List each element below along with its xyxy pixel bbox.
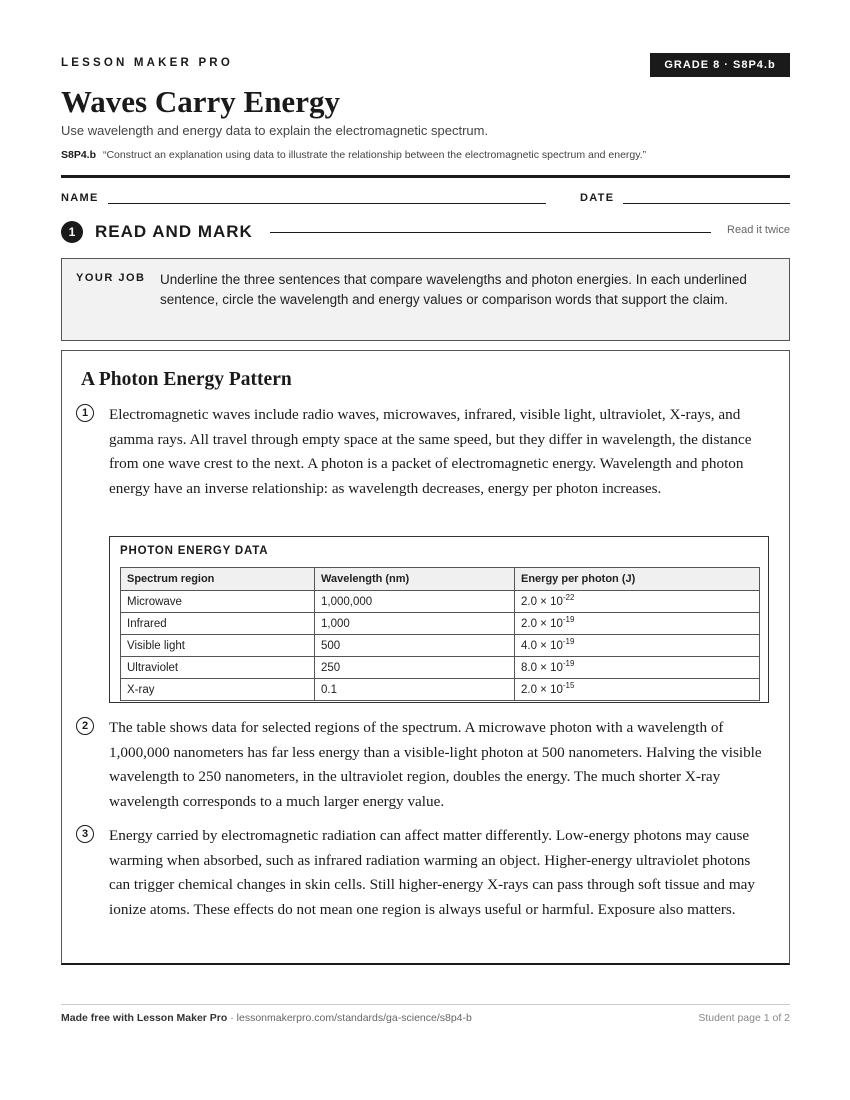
section-note: Read it twice [727, 224, 790, 236]
reading-passage [61, 350, 790, 965]
footer-url[interactable]: lessonmakerpro.com/standards/ga-science/s8p4-b [236, 1012, 472, 1024]
instructions-text: Underline the three sentences that compare wavelengths and photon energies. In each underlined sentence, circle the wavelength and energy values or comparison words that support the claim. [160, 272, 747, 307]
standard-text: “Construct an explanation using data to illustrate the relationship between the electromagnetic spectrum and energy.” [102, 149, 647, 161]
region-cell: X-ray [121, 679, 315, 701]
energy-exponent: -19 [562, 636, 575, 646]
energy-mantissa: 4.0 × 10 [521, 639, 563, 652]
name-label: NAME [61, 192, 99, 204]
region-cell: Microwave [121, 591, 315, 613]
energy-cell [515, 635, 760, 657]
footer-separator: · [227, 1012, 237, 1024]
region-cell: Ultraviolet [121, 657, 315, 679]
name-field[interactable] [108, 203, 546, 204]
column-header: Energy per photon (J) [515, 568, 760, 591]
paragraph-text[interactable]: Energy carried by electromagnetic radiation can affect matter differently. Low-energy photons may cause warming when absorbed, such as infrared radiation warming an object. Higher-energy ultraviolet photons can trigger chemical changes in skin cells. Still higher-energy X-rays can pass through soft tissue and may ionize atoms. These effects do not mean one region is always useful or harmful. Exposure also matters. [109, 827, 755, 918]
standard-line [61, 149, 646, 161]
energy-exponent: -15 [562, 680, 575, 690]
photon-data-table-box [109, 536, 769, 703]
column-header: Spectrum region [121, 568, 315, 591]
region-cell: Visible light [121, 635, 315, 657]
table-row [121, 613, 760, 635]
photon-energy-table [120, 567, 760, 701]
energy-exponent: -19 [562, 658, 575, 668]
paragraph-number: 2 [76, 717, 94, 735]
instructions-label: YOUR JOB [76, 272, 146, 284]
table-row [121, 635, 760, 657]
wavelength-cell: 1,000 [315, 613, 515, 635]
paragraph-text[interactable]: The table shows data for selected regions of the spectrum. A microwave photon with a wavelength of 1,000,000 nanometers has far less energy than a visible-light photon at 500 nanometers. Halving the visible wavelength to 250 nanometers, in the ultraviolet region, doubles the energy. The much shorter X-ray wavelength corresponds to a much larger energy value. [109, 719, 762, 810]
date-label: DATE [580, 192, 615, 204]
section-rule [270, 232, 711, 233]
section-header [61, 221, 790, 243]
energy-exponent: -19 [562, 614, 575, 624]
table-row [121, 679, 760, 701]
energy-mantissa: 2.0 × 10 [521, 595, 563, 608]
energy-mantissa: 2.0 × 10 [521, 617, 563, 630]
brand-name: LESSON MAKER PRO [61, 57, 233, 69]
footer-credit [61, 1012, 472, 1024]
energy-mantissa: 8.0 × 10 [521, 661, 563, 674]
instructions-box [61, 258, 790, 341]
paragraph-number: 1 [76, 404, 94, 422]
date-field[interactable] [623, 203, 790, 204]
footer-divider [61, 1004, 790, 1005]
energy-exponent: -22 [562, 592, 575, 602]
footer-made-by: Made free with Lesson Maker Pro [61, 1012, 228, 1024]
wavelength-cell: 1,000,000 [315, 591, 515, 613]
energy-cell [515, 613, 760, 635]
energy-cell [515, 657, 760, 679]
energy-mantissa: 2.0 × 10 [521, 683, 563, 696]
data-table-title: PHOTON ENERGY DATA [120, 545, 269, 557]
standard-code: S8P4.b [61, 149, 97, 161]
section-title: READ AND MARK [95, 222, 253, 241]
wavelength-cell: 0.1 [315, 679, 515, 701]
section-number-badge: 1 [61, 221, 83, 243]
column-header: Wavelength (nm) [315, 568, 515, 591]
page-title: Waves Carry Energy [61, 84, 340, 119]
region-cell: Infrared [121, 613, 315, 635]
table-row [121, 657, 760, 679]
wavelength-cell: 500 [315, 635, 515, 657]
table-row [121, 591, 760, 613]
header-divider [61, 175, 790, 178]
grade-badge: GRADE 8 · S8P4.b [650, 53, 790, 77]
energy-cell [515, 591, 760, 613]
table-header-row [121, 568, 760, 591]
name-date-row [61, 192, 790, 206]
energy-cell [515, 679, 760, 701]
passage-title: A Photon Energy Pattern [81, 369, 292, 390]
page-subtitle: Use wavelength and energy data to explain the electromagnetic spectrum. [61, 123, 489, 138]
page-indicator: Student page 1 of 2 [698, 1012, 790, 1024]
wavelength-cell: 250 [315, 657, 515, 679]
paragraph-text[interactable]: Electromagnetic waves include radio waves, microwaves, infrared, visible light, ultraviolet, X-rays, and gamma rays. All travel through empty space at the same speed, but they differ in wavelength, the distance from one wave crest to the next. A photon is a packet of electromagnetic energy. Wavelength and photon energy have an inverse relationship: as wavelength decreases, energy per photon increases. [109, 406, 752, 497]
paragraph-number: 3 [76, 825, 94, 843]
